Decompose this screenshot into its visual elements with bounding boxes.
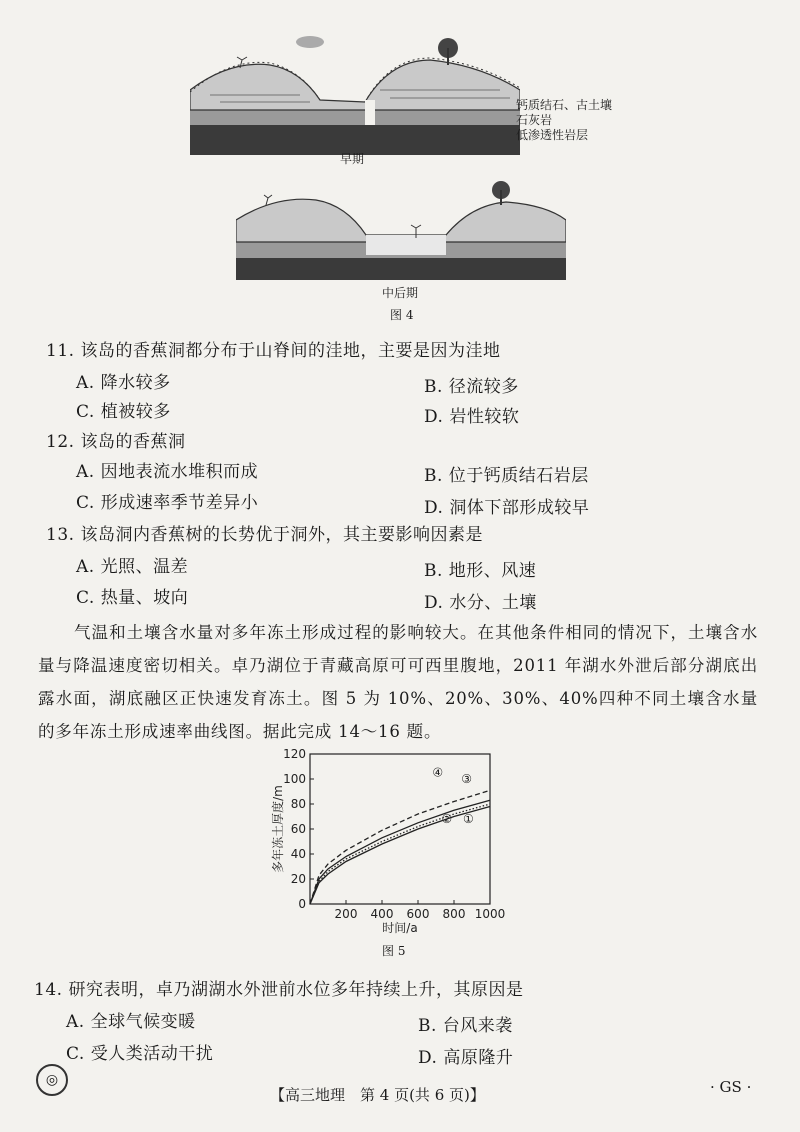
x-tick-label-3: 800: [442, 907, 466, 921]
series-label-3: ③: [461, 771, 472, 786]
q11-option-b[interactable]: B. 径流较多: [424, 377, 519, 397]
y-axis-label: 多年冻土厚度/m: [271, 785, 285, 873]
figure4-caption: 图 4: [390, 308, 414, 322]
figure4-labels: [516, 98, 612, 143]
x-tick-label-2: 600: [406, 907, 430, 921]
q12-option-a[interactable]: A. 因地表流水堆积而成: [76, 462, 259, 482]
footer-code: · GS ·: [710, 1078, 752, 1096]
y-tick-label-4: 80: [290, 797, 306, 811]
q13-option-a[interactable]: A. 光照、温差: [76, 557, 189, 577]
x-tick-label-4: 1000: [474, 907, 506, 921]
label-calcareous: 钙质结石、古土壤: [516, 98, 613, 112]
question-14-stem: 14. 研究表明，卓乃湖湖水外泄前水位多年持续上升，其原因是: [34, 980, 524, 1000]
y-tick-label-6: 120: [283, 747, 306, 761]
q12-option-c[interactable]: C. 形成速率季节差异小: [76, 493, 259, 513]
x-axis-label: 时间/a: [382, 921, 418, 934]
q14-option-b[interactable]: B. 台风来袭: [418, 1016, 513, 1036]
question-12-stem: 12. 该岛的香蕉洞: [46, 432, 186, 452]
early-caption: 早期: [340, 152, 365, 166]
q13-option-c[interactable]: C. 热量、坡向: [76, 588, 189, 608]
q12-option-d[interactable]: D. 洞体下部形成较早: [424, 498, 590, 518]
q14-option-c[interactable]: C. 受人类活动干扰: [66, 1044, 214, 1064]
x-tick-label-0: 200: [334, 907, 358, 921]
q14-option-d[interactable]: D. 高原隆升: [418, 1048, 514, 1068]
y-tick-label-2: 40: [290, 847, 306, 861]
q11-option-d[interactable]: D. 岩性较软: [424, 407, 520, 427]
q13-option-d[interactable]: D. 水分、土壤: [424, 593, 537, 613]
question-11-stem: 11. 该岛的香蕉洞都分布于山脊间的洼地，主要是因为洼地: [46, 341, 501, 361]
y-tick-label-3: 60: [290, 822, 306, 836]
q13-option-b[interactable]: B. 地形、风速: [424, 561, 537, 581]
series-label-1: ①: [463, 811, 474, 826]
y-tick-label-0: 0: [298, 897, 306, 911]
series-label-2: ②: [441, 811, 453, 826]
passage: 气温和土壤含水量对多年冻土形成过程的影响较大。在其他条件相同的情况下，土壤含水量与降温速度密切相关。卓乃湖位于青藏高原可可西里腹地，2011 年湖水外泄后部分湖底出露水面，湖底融区正快速发育冻土。图 5 为 10%、20%、30%、40%四种不同土壤含水量的多年冻土形成速率曲线图。据此完成 14～16 题。: [38, 623, 758, 741]
series-label-4: ④: [432, 765, 444, 780]
y-tick-label-5: 100: [283, 772, 306, 786]
q14-option-a[interactable]: A. 全球气候变暖: [66, 1012, 196, 1032]
label-low-permeability: 低渗透性岩层: [516, 128, 589, 142]
figure4-midlate-diagram: [236, 180, 566, 280]
figure4-early-diagram: [190, 30, 520, 155]
publisher-logo-icon: ◎: [36, 1064, 68, 1096]
label-limestone: 石灰岩: [516, 113, 553, 127]
figure5-caption: 图 5: [382, 944, 406, 958]
question-13-stem: 13. 该岛洞内香蕉树的长势优于洞外，其主要影响因素是: [46, 525, 483, 545]
page-footer: 【高三地理 第 4 页(共 6 页)】: [270, 1086, 485, 1104]
q12-option-b[interactable]: B. 位于钙质结石岩层: [424, 466, 589, 486]
q11-option-a[interactable]: A. 降水较多: [76, 373, 171, 393]
figure5-chart: [260, 744, 520, 934]
q11-option-c[interactable]: C. 植被较多: [76, 402, 171, 422]
x-tick-label-1: 400: [370, 907, 394, 921]
y-tick-label-1: 20: [290, 872, 306, 886]
midlate-caption: 中后期: [382, 286, 419, 300]
